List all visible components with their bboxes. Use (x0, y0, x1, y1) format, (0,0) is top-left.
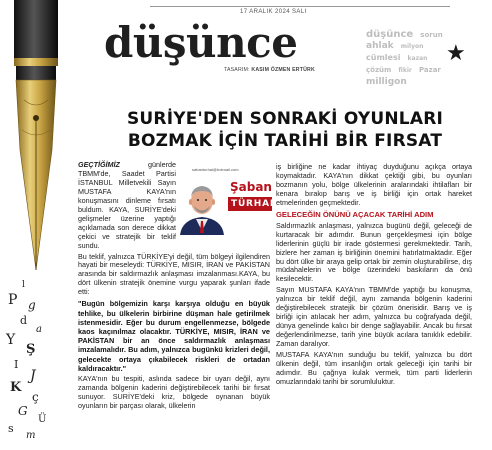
scatter-letter: a (36, 324, 42, 335)
scatter-letter: G (18, 404, 28, 418)
section-subheading: GELECEĞİN ÖNÜNÜ AÇACAK TARİHİ ADIM (276, 209, 434, 219)
author-first-name: Şaban (230, 180, 272, 194)
cloud-word: sorun (420, 31, 443, 39)
scatter-letter: K (10, 380, 22, 395)
scatter-letter: g (28, 298, 36, 312)
cloud-word: milligon (366, 77, 407, 87)
paragraph: Saldırmazlık anlaşması, yalnızca bugünü değil, geleceği de kurtaracak bir adımdır. Bunun gerçekleşmesi için bölge liderlerinin güçlü bir irade göstermesi gerekmektedir. Tarih, bizlere her zaman iş birliğinin önemini hatırlatmaktadır. Eğer bu dört ülke bir araya gelip ortak bir zemin oluşturabilirse, dış müdahalelerin ve bölge üzerindeki baskıların da önü kesilecektir. (276, 220, 472, 284)
paragraph: MUSTAFA KAYA'nın sunduğu bu teklif, yalnızca bu dört ülkenin değil, tüm insanlığın ortak geleceği için tarihi bir adımdır. Bu çağrıya kulak vermek, tüm parti liderlerin omuzlarındaki tarihi bir sorumluluktur. (276, 350, 472, 386)
article-headline (100, 108, 470, 152)
cloud-word: çözüm (366, 66, 392, 74)
paragraph: Sayın MUSTAFA KAYA'nın TBMM'de yaptığı bu konuşma, yalnızca bir teklif değil, aynı zamanda bölgenin kaderini değiştirebilecek stratejik bir çözüm önerisidir. Barış ve iş birliği için atılacak her adım, yalnızca bu coğrafyada değil, dünya genelinde kalıcı bir denge sağlayabilir. Ancak bu fırsat değerlendirilmezse, tarih yine büyük acılara tanıklık edebilir. Zaman daralıyor. (276, 285, 472, 349)
scatter-letter: m (26, 430, 36, 441)
scattered-letters (0, 280, 70, 450)
scatter-letter: s (8, 422, 14, 435)
scatter-letter: ç (32, 390, 39, 404)
pull-quote: "Bugün bölgemizin karşı karşıya olduğu en büyük tehlike, bu ülkelerin birbirine düşman hale getirilmek istenmesidir. Eğer bu durum engellenmezse, bölgede kaos kaçınılmaz olacaktır. TÜRKİYE, MISIR, İRAN ve PAKİSTAN bir an önce saldırmazlık anlaşması imzalamalıdır. Bu adım, yalnızca bugünkü krizleri değil, gelecekte ortaya çıkabilecek riskleri de ortadan kaldıracaktır." (78, 299, 270, 373)
scatter-letter: Ş (26, 342, 36, 357)
star-icon: ★ (446, 40, 466, 65)
scatter-letter: Ü (38, 414, 47, 425)
paragraph: Bu teklif, yalnızca TÜRKİYE'yi değil, tüm bölgeyi ilgilendiren hayati bir meseleydi: TÜRKİYE, MISIR, İRAN ve PAKİSTAN arasında bir saldırmazlık anlaşması imzalanması.KAYA, bu dört ülkenin stratejik önemine vurgu yaparak şunları ifade etti: (78, 251, 270, 297)
scatter-letter: I (14, 358, 19, 371)
article-column-right (276, 163, 472, 389)
word-cloud (366, 28, 446, 87)
paragraph (78, 161, 176, 251)
paragraph: KAYA'nın bu tespiti, aslında sadece bir uyarı değil, aynı zamanda bölgenin kaderini değiştirebilecek tarihi bir fırsat sunuyor. SURİYE'deki kriz, bölgede oynanan büyük oyunların bir parçası olarak, ülkelerin (78, 373, 270, 410)
cloud-word: cümlesi (366, 53, 401, 62)
cloud-word: milyon (400, 43, 424, 50)
article-column-left (78, 161, 270, 413)
headline-line: BOZMAK İÇİN TARİHİ BİR FIRSAT (127, 131, 443, 151)
lead-word: GEÇTİĞİMİZ (78, 160, 120, 169)
paragraph-text: günlerde TBMM'de, Saadet Partisi İSTANBUL Milletvekili Sayın MUSTAFA KAYA'nın konuşmasını dinleme fırsatı buldum. KAYA, SURİYE'deki gelişmeler üzerine yaptığı açıklamada son derece dikkat çekici ve stratejik bir teklif sundu. (78, 160, 176, 250)
design-name: KASIM ÖZMEN ERTÜRK (251, 67, 315, 73)
design-credit (224, 67, 315, 73)
scatter-letter: d (20, 314, 28, 327)
paragraph: iş birliğine ne kadar ihtiyaç duyduğunu açıkça ortaya koymaktadır. KAYA'nın dikkat çektiği gibi, bu oyunları bozmanın yolu, bölge ülkelerinin aralarındaki ihtilafları bir kenara bırakıp barış ve iş birliği için ortak hareket etmelerinden geçmektedir. (276, 162, 472, 207)
cloud-word: fikir (398, 67, 412, 74)
headline-line: SURİYE'DEN SONRAKİ OYUNLARI (126, 109, 444, 129)
cloud-word: düşünce (366, 29, 414, 40)
cloud-word: ahlak (366, 41, 394, 51)
author-email: sabanturhal@hotmail.com (192, 167, 239, 172)
cloud-word: Pazar (418, 66, 441, 74)
section-title: düşünce (104, 18, 298, 67)
scatter-letter: Y (6, 332, 16, 348)
scatter-letter: l (22, 280, 25, 290)
cloud-word: kazan (407, 55, 428, 62)
design-label: TASARIM: (224, 67, 250, 73)
issue-date: 17 ARALIK 2024 SALI (240, 9, 307, 15)
scatter-letter: J (30, 368, 36, 384)
author-last-name: TÜRHAL (231, 199, 277, 209)
scatter-letter: P (8, 292, 18, 308)
